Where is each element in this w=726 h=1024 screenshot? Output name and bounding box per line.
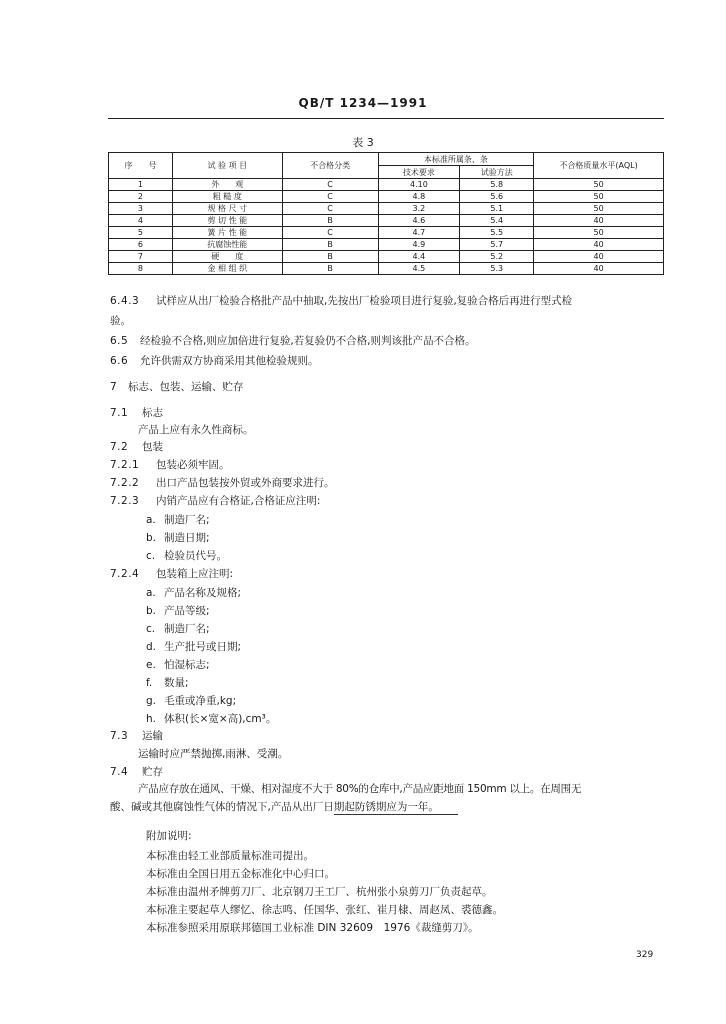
clause-number: 7.3 (110, 730, 129, 742)
list-item-key: b. (146, 605, 157, 617)
cell-seq: 8 (109, 263, 173, 275)
clause-text: 允许供需双方协商采用其他检验规则。 (140, 355, 319, 367)
header-clause-group: 本标准所属条、条 (378, 153, 534, 166)
clause-text: 验。 (110, 315, 131, 327)
table-caption: 表 3 (352, 136, 374, 149)
clause-text: 内销产品应有合格证,合格证应注明: (156, 495, 321, 507)
clause-number: 6.4.3 (110, 295, 140, 307)
cell-item: 规 格 尺 寸 (172, 203, 282, 215)
header-item: 试 验 项 目 (172, 153, 282, 179)
table-row (109, 239, 664, 251)
notes-title: 附加说明: (146, 830, 192, 842)
cell-aql: 40 (534, 239, 664, 251)
cell-method: 5.1 (460, 203, 534, 215)
cell-seq: 1 (109, 179, 173, 191)
cell-method: 5.7 (460, 239, 534, 251)
clause-number: 7.1 (110, 407, 129, 419)
list-item-key: b. (146, 532, 157, 544)
table-row (109, 251, 664, 263)
list-item: 毛重或净重,kg; (164, 695, 237, 707)
list-item: 制造日期; (164, 532, 210, 544)
table-header-row (109, 153, 664, 166)
list-item: 产品等级; (164, 605, 210, 617)
cell-item: 抗腐蚀性能 (172, 239, 282, 251)
clause-text: 经检验不合格,则应加倍进行复验,若复验仍不合格,则判该批产品不合格。 (140, 335, 476, 347)
clause-number: 7.2 (110, 441, 129, 453)
table-row (109, 263, 664, 275)
cell-item: 粗 糙 度 (172, 191, 282, 203)
list-item: 产品名称及规格; (164, 587, 242, 599)
cell-method: 5.3 (460, 263, 534, 275)
clause-text: 产品应存放在通风、干燥、相对湿度不大于 80%的仓库中,产品应距地面 150mm 以上。在周围无 (138, 783, 582, 795)
cell-item: 簧 片 性 能 (172, 227, 282, 239)
cell-aql: 40 (534, 215, 664, 227)
list-item-key: d. (146, 641, 157, 653)
list-item: 制造厂名; (164, 623, 210, 635)
cell-item: 剪 切 性 能 (172, 215, 282, 227)
cell-tech: 4.5 (378, 263, 460, 275)
cell-item: 硬 度 (172, 251, 282, 263)
clause-title: 包装 (142, 441, 163, 453)
list-item: 数量; (164, 677, 189, 689)
list-item: 体积(长×宽×高),cm³。 (164, 713, 277, 725)
clause-number: 7.2.3 (110, 495, 140, 507)
list-item-key: e. (146, 659, 156, 671)
cell-tech: 4.9 (378, 239, 460, 251)
clause-number: 6.5 (110, 335, 129, 347)
table-row (109, 227, 664, 239)
header-aql: 不合格质量水平(AQL) (534, 153, 664, 179)
list-item: 怕湿标志; (164, 659, 210, 671)
cell-seq: 6 (109, 239, 173, 251)
list-item-key: g. (146, 695, 157, 707)
section-title: 标志、包装、运输、贮存 (128, 381, 244, 393)
standard-code: QB/T 1234—1991 (298, 96, 428, 110)
cell-class: C (282, 227, 378, 239)
cell-tech: 3.2 (378, 203, 460, 215)
header-seq: 序 号 (109, 153, 173, 179)
list-item-key: f. (146, 677, 153, 689)
notes-line: 本标准主要起草人缪忆、徐志鸣、任国华、张红、崔月棣、周赵凤、裘德鑫。 (146, 904, 503, 916)
cell-seq: 5 (109, 227, 173, 239)
clause-number: 6.6 (110, 355, 129, 367)
table-row (109, 191, 664, 203)
clause-text: 包装必须牢固。 (156, 459, 230, 471)
cell-tech: 4.4 (378, 251, 460, 263)
cell-class: C (282, 179, 378, 191)
cell-class: B (282, 239, 378, 251)
notes-line: 本标准参照采用原联邦德国工业标准 DIN 32609 1976《裁缝剪刀》。 (146, 922, 479, 934)
cell-item: 外 观 (172, 179, 282, 191)
page-number: 329 (636, 950, 654, 960)
clause-text: 试样应从出厂检验合格批产品中抽取,先按出厂检验项目进行复验,复验合格后再进行型式检 (156, 295, 573, 307)
clause-text: 产品上应有永久性商标。 (138, 424, 254, 436)
cell-tech: 4.6 (378, 215, 460, 227)
cell-method: 5.6 (460, 191, 534, 203)
notes-line: 本标准由轻工业部质量标准司提出。 (146, 850, 314, 862)
clause-text: 出口产品包装按外贸或外商要求进行。 (156, 477, 335, 489)
header-tech-req: 技术要求 (378, 166, 460, 179)
header-test-method: 试验方法 (460, 166, 534, 179)
cell-class: C (282, 191, 378, 203)
clause-number: 7.4 (110, 766, 129, 778)
table-row (109, 179, 664, 191)
cell-seq: 7 (109, 251, 173, 263)
clause-title: 标志 (142, 407, 163, 419)
clause-number: 7.2.1 (110, 459, 140, 471)
notes-line: 本标准由温州矛牌剪刀厂、北京钢刀王工厂、杭州张小泉剪刀厂负责起草。 (146, 886, 493, 898)
cell-aql: 40 (534, 263, 664, 275)
cell-class: B (282, 263, 378, 275)
cell-method: 5.2 (460, 251, 534, 263)
clause-text: 包装箱上应注明: (156, 568, 234, 580)
list-item: 检验员代号。 (164, 550, 227, 562)
list-item: 生产批号或日期; (164, 641, 242, 653)
cell-item: 金 相 组 织 (172, 263, 282, 275)
notes-line: 本标准由全国日用五金标准化中心归口。 (146, 868, 335, 880)
section-number: 7 (110, 381, 118, 393)
cell-seq: 4 (109, 215, 173, 227)
list-item-key: a. (146, 587, 156, 599)
list-item-key: c. (146, 550, 156, 562)
cell-aql: 50 (534, 203, 664, 215)
table-row (109, 203, 664, 215)
clause-text: 酸、碱或其他腐蚀性气体的情况下,产品从出厂日期起防锈期应为一年。 (110, 801, 439, 813)
clause-number: 7.2.4 (110, 568, 140, 580)
cell-aql: 40 (534, 251, 664, 263)
cell-class: B (282, 215, 378, 227)
cell-tech: 4.7 (378, 227, 460, 239)
cell-seq: 3 (109, 203, 173, 215)
cell-aql: 50 (534, 179, 664, 191)
cell-method: 5.4 (460, 215, 534, 227)
cell-seq: 2 (109, 191, 173, 203)
header-class: 不合格分类 (282, 153, 378, 179)
list-item: 制造厂名; (164, 514, 210, 526)
cell-aql: 50 (534, 191, 664, 203)
separator-line (334, 814, 458, 815)
cell-class: B (282, 251, 378, 263)
clause-title: 贮存 (142, 766, 163, 778)
cell-tech: 4.8 (378, 191, 460, 203)
cell-aql: 50 (534, 227, 664, 239)
list-item-key: c. (146, 623, 156, 635)
inspection-table (108, 152, 664, 275)
clause-number: 7.2.2 (110, 477, 140, 489)
cell-method: 5.8 (460, 179, 534, 191)
list-item-key: h. (146, 713, 156, 725)
table-row (109, 215, 664, 227)
clause-text: 运输时应严禁抛掷,雨淋、受潮。 (138, 748, 289, 760)
cell-tech: 4.10 (378, 179, 460, 191)
list-item-key: a. (146, 514, 156, 526)
header-rule (108, 118, 664, 119)
cell-class: C (282, 203, 378, 215)
clause-title: 运输 (142, 730, 163, 742)
cell-method: 5.5 (460, 227, 534, 239)
